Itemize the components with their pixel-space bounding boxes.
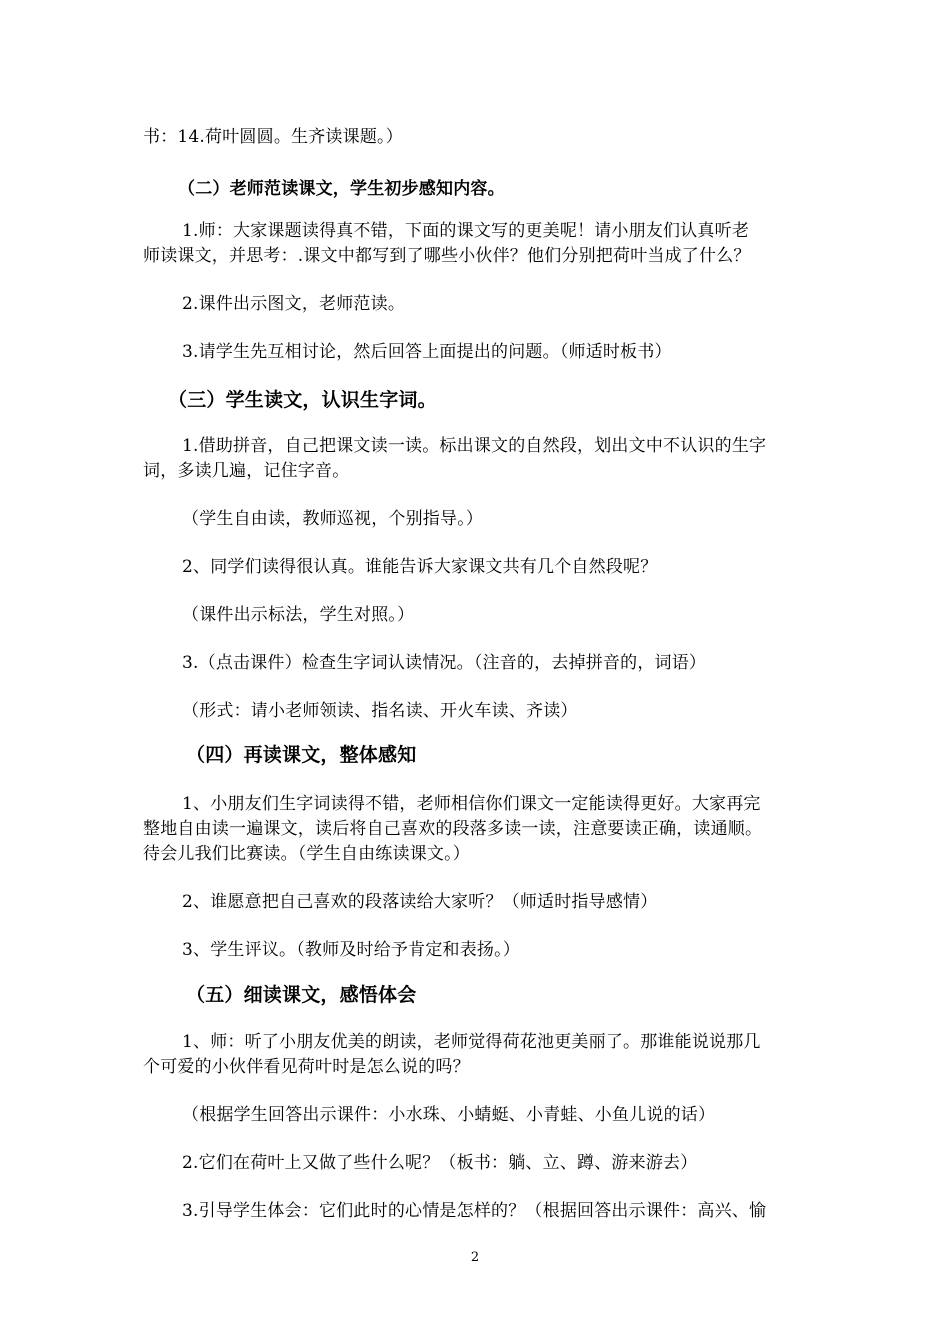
- text-line: 3.（点击课件）检查生字词认读情况。（注音的，去掉拼音的，词语）: [182, 653, 707, 673]
- page-number: 2: [470, 1250, 480, 1265]
- text-line: 2、谁愿意把自己喜欢的段落读给大家听？（师适时指导感情）: [182, 892, 658, 912]
- text-line: 2、同学们读得很认真。谁能告诉大家课文共有几个自然段呢？: [182, 557, 658, 577]
- text-line: 待会儿我们比赛读。（学生自由练读课文。）: [143, 844, 470, 864]
- text-line: 3.请学生先互相讨论，然后回答上面提出的问题。（师适时板书）: [182, 342, 672, 362]
- section-heading: （五）细读课文，感悟体会: [186, 984, 417, 1006]
- text-line: 2.课件出示图文，老师范读。: [182, 294, 406, 314]
- text-line: 1.师：大家课题读得真不错，下面的课文写的更美呢！请小朋友们认真听老: [182, 221, 750, 241]
- text-line: 1.借助拼音，自己把课文读一读。标出课文的自然段，划出文中不认识的生字: [182, 436, 767, 456]
- section-heading: （三）学生读文，认识生字词。: [168, 389, 437, 411]
- text-line: 1、小朋友们生字词读得不错，老师相信你们课文一定能读得更好。大家再完: [182, 794, 761, 814]
- section-heading: （四）再读课文，整体感知: [186, 744, 417, 766]
- text-line: 3.引导学生体会：它们此时的心情是怎样的？（根据回答出示课件：高兴、愉: [182, 1201, 767, 1221]
- text-line: 书：14.荷叶圆圆。生齐读课题。）: [143, 127, 403, 147]
- section-heading: （二）老师范读课文，学生初步感知内容。: [178, 179, 505, 199]
- text-line: 3、学生评议。（教师及时给予肯定和表扬。）: [182, 940, 521, 960]
- text-line: 1、师：听了小朋友优美的朗读，老师觉得荷花池更美丽了。那谁能说说那几: [182, 1032, 761, 1052]
- text-line: （学生自由读，教师巡视，个别指导。）: [182, 509, 484, 529]
- text-line: 词，多读几遍，记住字音。: [143, 461, 350, 481]
- text-line: （根据学生回答出示课件：小水珠、小蜻蜓、小青蛙、小鱼儿说的话）: [182, 1105, 716, 1125]
- text-line: 2.它们在荷叶上又做了些什么呢？（板书：躺、立、蹲、游来游去）: [182, 1153, 698, 1173]
- text-line: （形式：请小老师领读、指名读、开火车读、齐读）: [182, 701, 578, 721]
- text-line: 个可爱的小伙伴看见荷叶时是怎么说的吗？: [143, 1057, 470, 1077]
- text-line: （课件出示标法，学生对照。）: [182, 605, 415, 625]
- text-line: 师读课文，并思考：.课文中都写到了哪些小伙伴？他们分别把荷叶当成了什么？: [143, 246, 751, 266]
- text-line: 整地自由读一遍课文，读后将自己喜欢的段落多读一读，注意要读正确，读通顺。: [143, 819, 763, 839]
